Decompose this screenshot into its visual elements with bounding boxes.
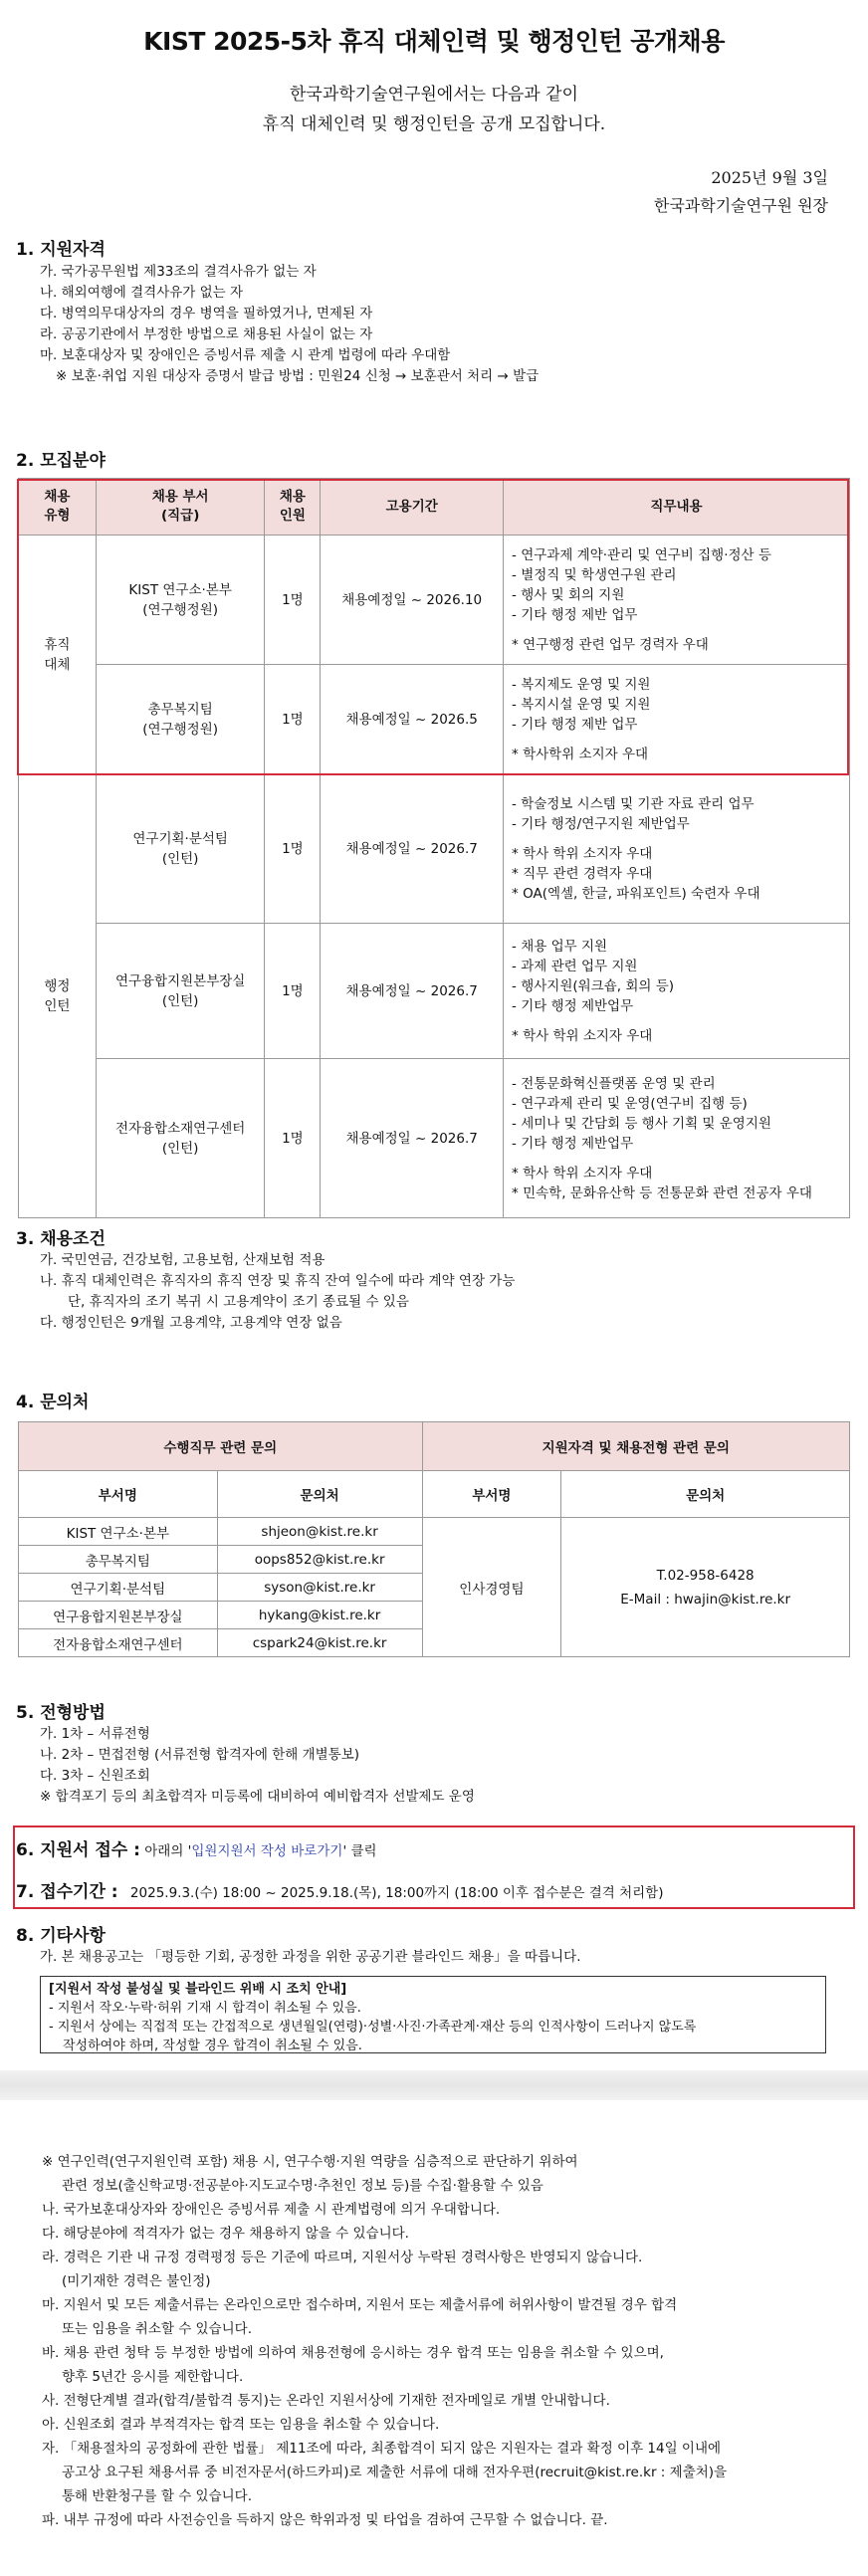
notice-line: 작성하여야 하며, 작성할 경우 합격이 취소될 수 있음. — [63, 2039, 362, 2053]
duty-line: - 채용 업무 지원 — [512, 938, 608, 955]
misc-item: 다. 해당분야에 적격자가 없는 경우 채용하지 않을 수 있습니다. — [42, 2226, 409, 2242]
duty-line: * 학사 학위 소지자 우대 — [512, 845, 653, 862]
misc-item: 가. 본 채용공고는 「평등한 기회, 공정한 과정을 위한 공공기관 블라인드 채용」을 따릅니다. — [40, 1949, 581, 1965]
table-row — [19, 665, 850, 774]
notice-date: 2025년 9월 3일 — [711, 168, 828, 187]
duty-line — [512, 735, 841, 745]
duty-line: - 행사지원(워크숍, 회의 등) — [512, 977, 675, 994]
dept-label: 전자융합소재연구센터 (인턴) — [114, 1120, 246, 1157]
contact-email: hykang@kist.re.kr — [217, 1602, 422, 1629]
qualification-item: 라. 공공기관에서 부정한 방법으로 채용된 사실이 없는 자 — [40, 326, 373, 342]
duty-line: - 기타 행정 제반 업무 — [512, 606, 638, 623]
section-heading-process: 5. 전형방법 — [16, 1703, 106, 1723]
duty-line: - 전통문화혁신플랫폼 운영 및 관리 — [512, 1075, 716, 1092]
header-duties — [504, 479, 850, 536]
process-list — [40, 1724, 475, 1808]
dept-label: 연구융합지원본부장실 (인턴) — [114, 972, 246, 1009]
dept-label: 연구기획·분석팀 (인턴) — [132, 830, 228, 867]
duty-line: * 직무 관련 경력자 우대 — [512, 865, 653, 882]
section-heading-positions: 2. 모집분야 — [16, 451, 106, 471]
table-row — [19, 924, 850, 1059]
page-title: KIST 2025-5차 휴직 대체인력 및 행정인턴 공개채용 — [143, 27, 725, 56]
period-cell: 채용예정일 ~ 2026.7 — [321, 1059, 504, 1218]
misc-item: 통해 반환청구를 할 수 있습니다. — [62, 2488, 252, 2504]
group-header-duty: 수행직무 관련 문의 — [19, 1422, 423, 1471]
header-label: 채용 인원 — [279, 489, 306, 524]
dept-cell — [96, 774, 265, 924]
table-row — [19, 536, 850, 665]
header-count — [265, 479, 321, 536]
duty-line: - 별정직 및 학생연구원 관리 — [512, 566, 677, 583]
notice-heading: [지원서 작성 불성실 및 블라인드 위배 시 조치 안내] — [49, 1982, 347, 1997]
duty-line: * 학사 학위 소지자 우대 — [512, 1165, 653, 1181]
notice-line: - 지원서 작오·누락·허위 기재 시 합격이 취소될 수 있음. — [49, 2001, 361, 2016]
application-pre: 아래의 ' — [144, 1843, 192, 1859]
period-cell: 채용예정일 ~ 2026.7 — [321, 774, 504, 924]
condition-item: 다. 행정인턴은 9개월 고용계약, 고용계약 연장 없음 — [40, 1315, 342, 1331]
count-cell: 1명 — [265, 536, 321, 665]
type-cell — [19, 774, 97, 1218]
header-label: 고용기간 — [385, 498, 438, 515]
misc-item: (미기재한 경력은 불인정) — [62, 2273, 211, 2289]
process-item: 가. 1차 – 서류전형 — [40, 1726, 150, 1742]
col-dept: 부서명 — [19, 1471, 218, 1518]
misc-item: 관련 정보(출신학교명·전공분야·지도교수명·추천인 정보 등)를 수집·활용할 수 있음 — [62, 2178, 543, 2194]
period-text: 2025.9.3.(수) 18:00 ~ 2025.9.18.(목), 18:00까지 (18:00 이후 접수분은 결격 처리함) — [129, 1885, 664, 1901]
duties-cell — [504, 774, 850, 924]
positions-header-row — [19, 479, 850, 536]
duty-line: * 민속학, 문화유산학 등 전통문화 관련 전공자 우대 — [512, 1184, 812, 1201]
duties-cell — [504, 924, 850, 1059]
qualification-list — [40, 262, 539, 387]
process-item: ※ 합격포기 등의 최초합격자 미등록에 대비하여 예비합격자 선발제도 운영 — [40, 1789, 475, 1805]
period-cell: 채용예정일 ~ 2026.5 — [321, 665, 504, 774]
contact-dept: KIST 연구소·본부 — [19, 1518, 218, 1546]
duty-line: * 연구행정 관련 업무 경력자 우대 — [512, 636, 709, 653]
contact-dept: 연구기획·분석팀 — [19, 1574, 218, 1602]
misc-item: 라. 경력은 기관 내 규정 경력평정 등은 기준에 따르며, 지원서상 누락된 경력사항은 반영되지 않습니다. — [42, 2250, 643, 2265]
type-cell — [19, 536, 97, 774]
hr-dept: 인사경영팀 — [422, 1518, 561, 1657]
misc-item: 공고상 요구된 채용서류 중 비전자문서(하드카피)로 제출한 서류에 대해 전자우편(recruit@kist.re.kr : 제출처)을 — [62, 2465, 728, 2480]
header-label: 채용 유형 — [44, 489, 71, 524]
section-heading-conditions: 3. 채용조건 — [16, 1229, 106, 1249]
qualification-note: ※ 보훈·취업 지원 대상자 증명서 발급 방법 : 민원24 신청 → 보훈관서 처리 → 발급 — [56, 368, 540, 384]
condition-item: 단, 휴직자의 조기 복귀 시 고용계약이 조기 종료될 수 있음 — [68, 1294, 409, 1310]
conditions-list — [40, 1250, 515, 1334]
section-heading-contacts: 4. 문의처 — [16, 1393, 90, 1412]
duty-line: - 기타 행정 제반업무 — [512, 997, 634, 1014]
period-cell: 채용예정일 ~ 2026.10 — [321, 536, 504, 665]
duty-line: - 복지제도 운영 및 지원 — [512, 676, 651, 693]
dept-cell — [96, 536, 265, 665]
col-contact: 문의처 — [561, 1471, 850, 1518]
period-heading: 7. 접수기간 : — [16, 1882, 118, 1902]
qualification-item: 나. 해외여행에 결격사유가 없는 자 — [40, 285, 244, 301]
dept-cell — [96, 665, 265, 774]
duties-cell — [504, 1059, 850, 1218]
page-break — [0, 2070, 868, 2100]
hr-email: E-Mail : hwajin@kist.re.kr — [620, 1591, 791, 1608]
contact-dept: 전자융합소재연구센터 — [19, 1629, 218, 1657]
duty-line: - 세미나 및 간담회 등 행사 기획 및 운영지원 — [512, 1115, 771, 1132]
dept-cell — [96, 1059, 265, 1218]
misc-item: 바. 채용 관련 청탁 등 부정한 방법에 의하여 채용전형에 응시하는 경우 합격 또는 임용을 취소할 수 있으며, — [42, 2345, 664, 2361]
hr-contact — [561, 1518, 850, 1657]
duty-line — [512, 1016, 841, 1026]
hr-tel: T.02-958-6428 — [656, 1567, 755, 1584]
intro — [0, 80, 868, 139]
type-label: 휴직 대체 — [44, 636, 71, 673]
contact-email: oops852@kist.re.kr — [217, 1546, 422, 1574]
header-dept — [96, 479, 265, 536]
contacts-subheader-row — [19, 1471, 850, 1518]
duty-line: - 행사 및 회의 지원 — [512, 586, 625, 603]
misc-item: 자. 「채용절차의 공정화에 관한 법률」 제11조에 따라, 최종합격이 되지 않은 지원자는 결과 확정 이후 14일 이내에 — [42, 2441, 722, 2457]
period-cell: 채용예정일 ~ 2026.7 — [321, 924, 504, 1059]
section-heading-misc: 8. 기타사항 — [16, 1926, 106, 1946]
duty-line: - 과제 관련 업무 지원 — [512, 958, 638, 974]
contact-email: cspark24@kist.re.kr — [217, 1629, 422, 1657]
period-line — [16, 1877, 663, 1902]
misc-line — [40, 1947, 581, 1968]
qualification-item: 가. 국가공무원법 제33조의 결격사유가 없는 자 — [40, 264, 317, 280]
intro-line: 한국과학기술연구원에서는 다음과 같이 — [290, 85, 578, 105]
application-post: ' 클릭 — [342, 1843, 377, 1859]
misc-item: ※ 연구인력(연구지원인력 포함) 채용 시, 연구수행·지원 역량을 심층적으로 판단하기 위하여 — [42, 2154, 578, 2170]
header-label: 채용 부서 (직급) — [151, 489, 209, 524]
misc-item: 향후 5년간 응시를 제한합니다. — [62, 2369, 244, 2385]
misc-item: 아. 신원조회 결과 부적격자는 합격 또는 임용을 취소할 수 있습니다. — [42, 2417, 440, 2433]
qualification-item: 마. 보훈대상자 및 장애인은 증빙서류 제출 시 관계 법령에 따라 우대함 — [40, 347, 451, 363]
process-item: 나. 2차 – 면접전형 (서류전형 합격자에 한해 개별통보) — [40, 1747, 360, 1763]
duty-line — [512, 1154, 841, 1164]
application-heading: 6. 지원서 접수 : — [16, 1840, 140, 1860]
duties-cell — [504, 536, 850, 665]
duty-line: - 연구과제 계약·관리 및 연구비 집행·정산 등 — [512, 546, 771, 563]
duty-line: - 학술정보 시스템 및 기관 자료 관리 업무 — [512, 795, 755, 812]
contacts-table — [18, 1421, 850, 1657]
duty-line: - 기타 행정/연구지원 제반업무 — [512, 815, 690, 832]
duty-line: * OA(엑셀, 한글, 파워포인트) 숙련자 우대 — [512, 885, 760, 902]
misc-item: 또는 임용을 취소할 수 있습니다. — [62, 2321, 252, 2337]
count-cell: 1명 — [265, 774, 321, 924]
group-header-hr: 지원자격 및 채용전형 관련 문의 — [422, 1422, 849, 1471]
table-row — [19, 1518, 850, 1546]
duty-line: - 복지시설 운영 및 지원 — [512, 696, 651, 713]
misc-continued-list — [42, 2150, 727, 2532]
duty-line: * 학사 학위 소지자 우대 — [512, 1027, 653, 1044]
process-item: 다. 3차 – 신원조회 — [40, 1768, 150, 1784]
duty-line — [512, 625, 841, 635]
contact-dept: 연구융합지원본부장실 — [19, 1602, 218, 1629]
misc-item: 파. 내부 규정에 따라 사전승인을 득하지 않은 학위과정 및 타업을 겸하여 근무할 수 없습니다. 끝. — [42, 2512, 608, 2528]
header-type — [19, 479, 97, 536]
count-cell: 1명 — [265, 665, 321, 774]
qualification-item: 다. 병역의무대상자의 경우 병역을 필하였거나, 면제된 자 — [40, 306, 373, 322]
misc-item: 나. 국가보훈대상자와 장애인은 증빙서류 제출 시 관계법령에 의거 우대합니다. — [42, 2202, 501, 2218]
col-dept: 부서명 — [422, 1471, 561, 1518]
application-link[interactable]: 입원지원서 작성 바로가기 — [191, 1843, 343, 1859]
table-row — [19, 1059, 850, 1218]
table-row — [19, 774, 850, 924]
dept-label: KIST 연구소·본부 (연구행정원) — [128, 581, 232, 618]
type-label: 행정 인턴 — [44, 977, 71, 1014]
contact-email: shjeon@kist.re.kr — [217, 1518, 422, 1546]
dept-label: 총무복지팀 (연구행정원) — [142, 701, 219, 738]
header-period — [321, 479, 504, 536]
header-label: 직무내용 — [650, 498, 703, 515]
count-cell: 1명 — [265, 924, 321, 1059]
blind-notice-box — [40, 1976, 826, 2053]
contacts-group-row — [19, 1422, 850, 1471]
duty-line — [512, 834, 841, 844]
condition-item: 나. 휴직 대체인력은 휴직자의 휴직 연장 및 휴직 잔여 일수에 따라 계약 연장 가능 — [40, 1273, 516, 1289]
intro-line: 휴직 대체인력 및 행정인턴을 공개 모집합니다. — [262, 114, 606, 134]
duties-cell — [504, 665, 850, 774]
col-contact: 문의처 — [217, 1471, 422, 1518]
duty-line: - 기타 행정 제반업무 — [512, 1135, 634, 1152]
misc-item: 사. 전형단계별 결과(합격/불합격 통지)는 온라인 지원서상에 기재한 전자메일로 개별 안내합니다. — [42, 2393, 610, 2409]
issuer: 한국과학기술연구원 원장 — [653, 196, 828, 215]
duty-line: - 기타 행정 제반 업무 — [512, 716, 638, 733]
notice-line: - 지원서 상에는 직접적 또는 간접적으로 생년월일(연령)·성별·사진·가족관계·재산 등의 인적사항이 드러나지 않도록 — [49, 2020, 697, 2035]
condition-item: 가. 국민연금, 건강보험, 고용보험, 산재보험 적용 — [40, 1252, 326, 1268]
contact-dept: 총무복지팀 — [19, 1546, 218, 1574]
positions-table — [18, 478, 850, 1218]
dept-cell — [96, 924, 265, 1059]
duty-line: * 학사학위 소지자 우대 — [512, 746, 649, 762]
count-cell: 1명 — [265, 1059, 321, 1218]
duty-line: - 연구과제 관리 및 운영(연구비 집행 등) — [512, 1095, 748, 1112]
contact-email: syson@kist.re.kr — [217, 1574, 422, 1602]
application-line — [16, 1835, 377, 1860]
misc-item: 마. 지원서 및 모든 제출서류는 온라인으로만 접수하며, 지원서 또는 제출서류에 허위사항이 발견될 경우 합격 — [42, 2297, 678, 2313]
section-heading-qualification: 1. 지원자격 — [16, 240, 106, 260]
